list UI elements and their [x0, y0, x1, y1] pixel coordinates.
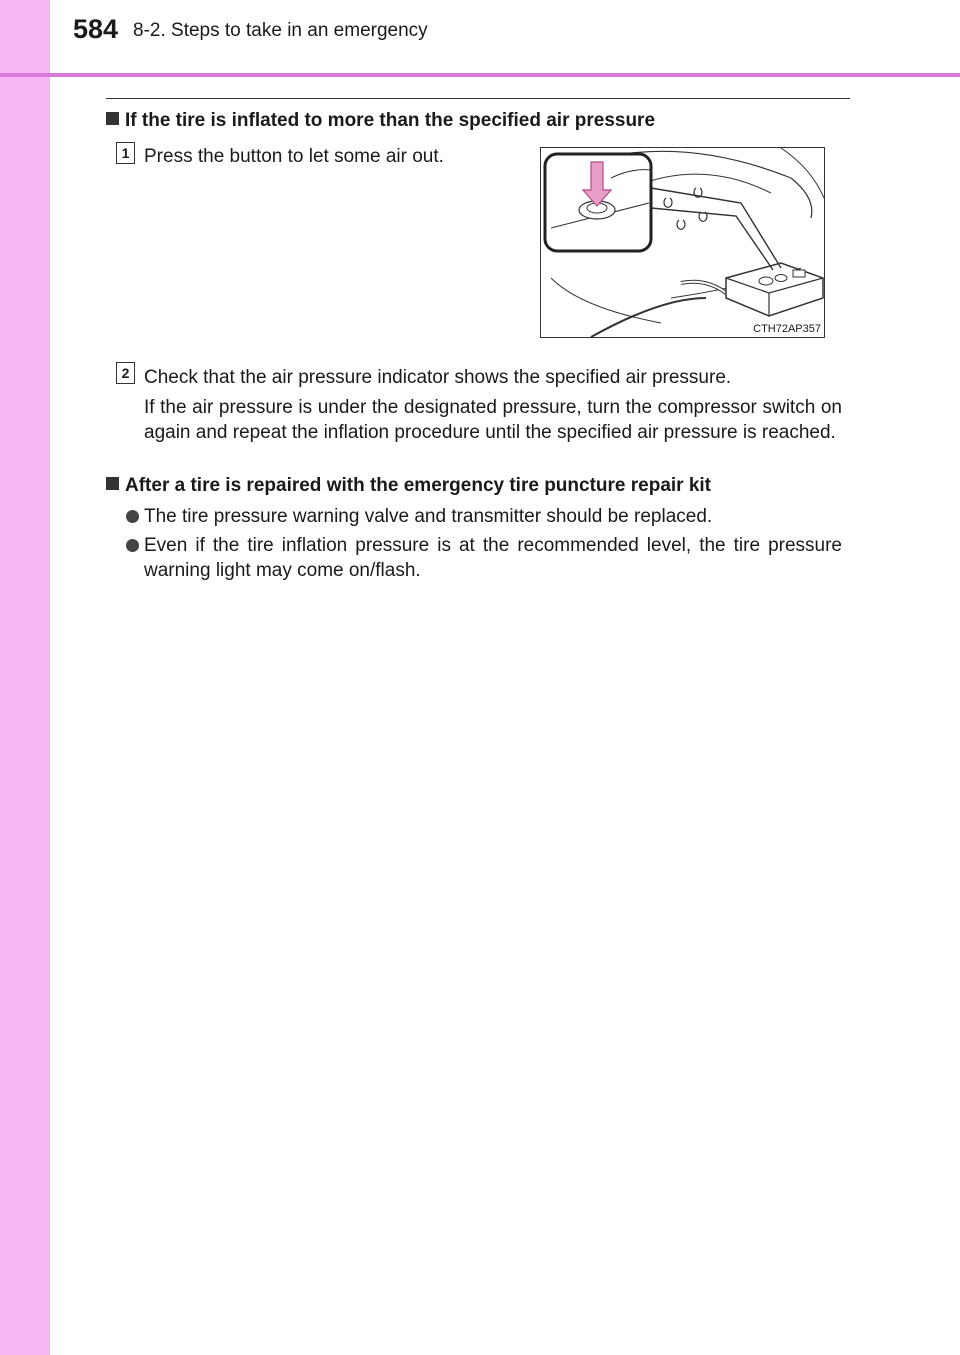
bullet-text-2: Even if the tire inflation pressure is at the recommended level, the tire pressure warning light may come on/flash. — [144, 535, 842, 581]
step-number-2: 2 — [116, 362, 135, 384]
square-bullet-icon — [106, 477, 119, 490]
step-number-1: 1 — [116, 142, 135, 164]
left-margin-band — [0, 0, 50, 1355]
page-number: 584 — [73, 14, 119, 44]
compressor-figure — [540, 147, 825, 338]
header-rule — [0, 73, 960, 77]
step-2-note: If the air pressure is under the designated pressure, turn the compressor switch on again and repeat the inflation procedure until the specified air pressure is reached. — [144, 397, 842, 443]
section-heading-over-inflated — [106, 110, 655, 132]
content-divider — [106, 98, 850, 99]
figure-code: CTH72AP357 — [753, 323, 821, 335]
heading-text: If the tire is inflated to more than the specified air pressure — [125, 110, 656, 131]
section-title: 8-2. Steps to take in an emergency — [133, 20, 428, 41]
page-header — [0, 0, 960, 73]
bullet-icon — [126, 539, 139, 552]
heading-text: After a tire is repaired with the emergency tire puncture repair kit — [125, 475, 712, 496]
step-1-text: Press the button to let some air out. — [144, 146, 444, 167]
section-heading-after-repair — [106, 475, 711, 497]
square-bullet-icon — [106, 112, 119, 125]
bullet-text-1: The tire pressure warning valve and transmitter should be replaced. — [144, 506, 713, 527]
compressor-illustration — [541, 148, 824, 337]
step-2-text: Check that the air pressure indicator shows the specified air pressure. — [144, 367, 732, 388]
bullet-icon — [126, 510, 139, 523]
